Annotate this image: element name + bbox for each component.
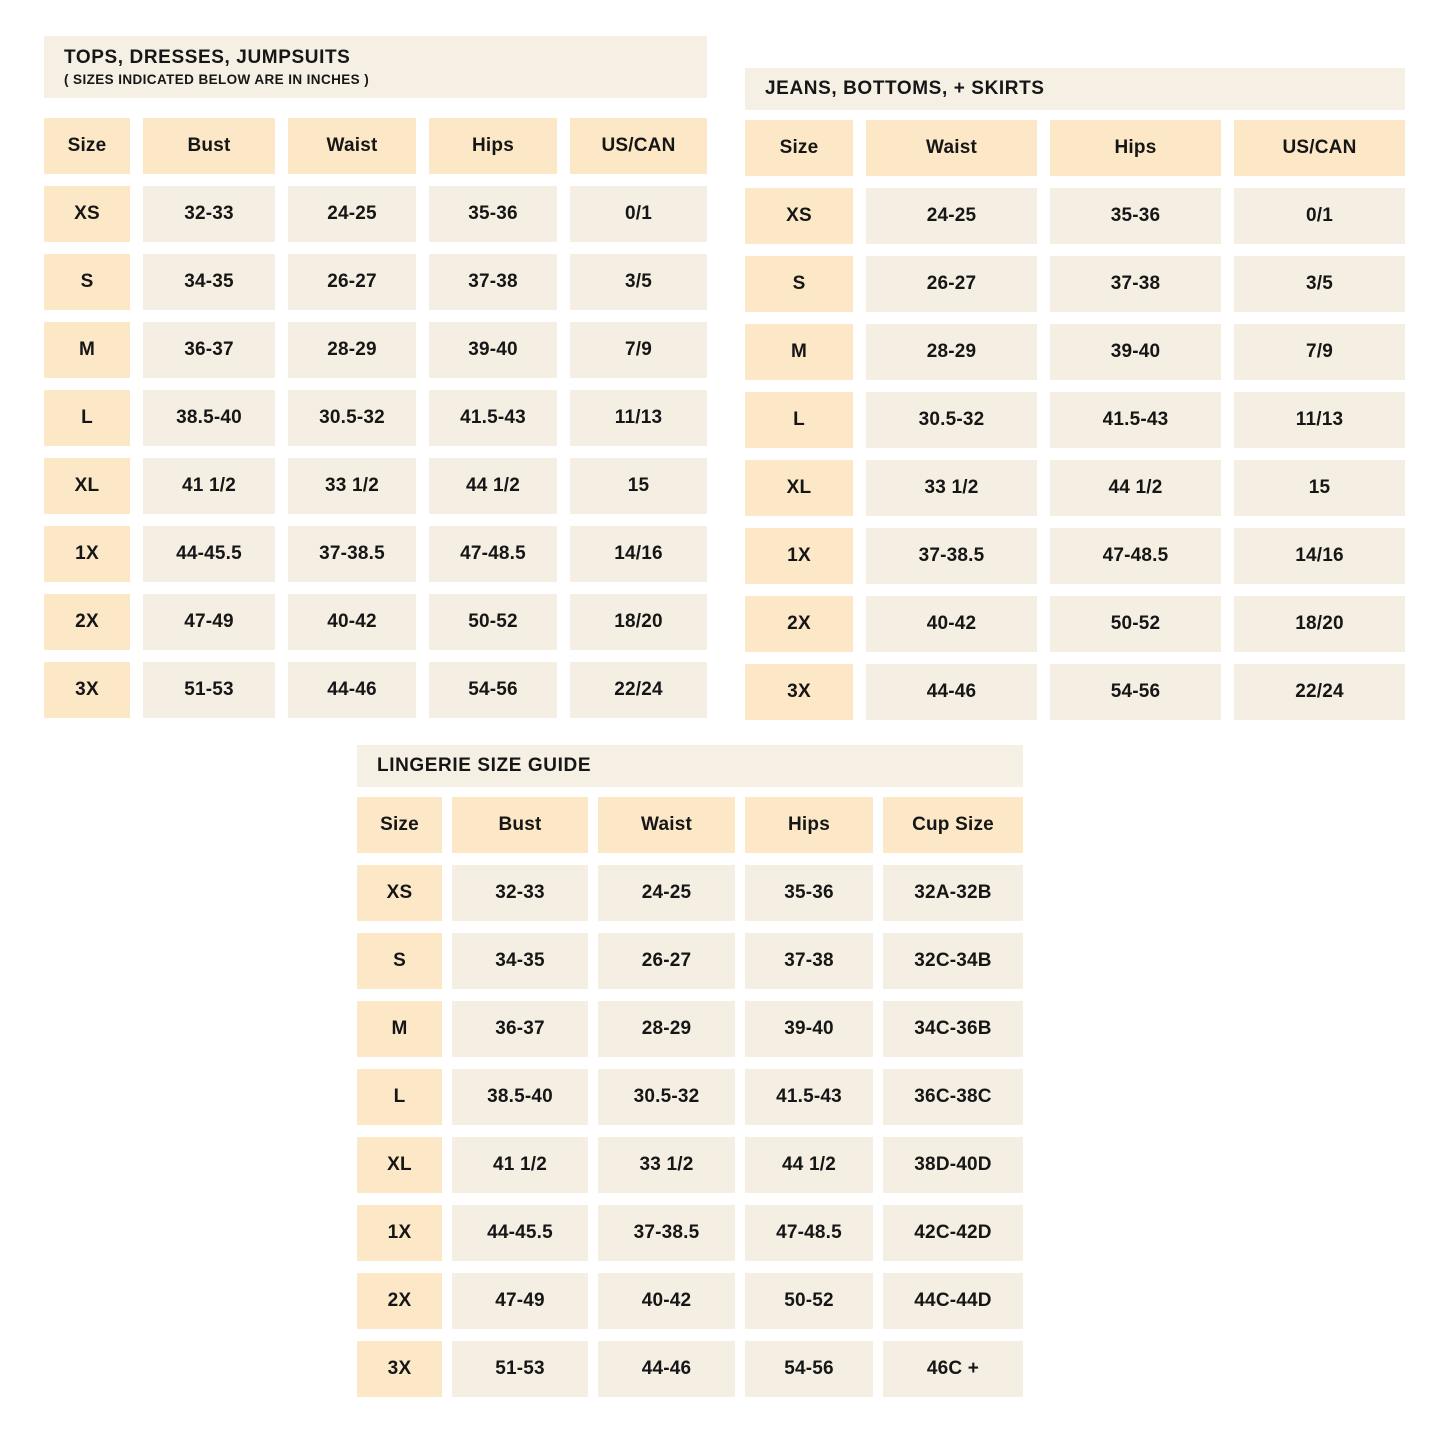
- size-label-cell: 3X: [44, 662, 130, 718]
- size-label-cell: S: [357, 933, 442, 989]
- value-cell: 18/20: [1234, 596, 1405, 652]
- value-cell: 41 1/2: [143, 458, 275, 514]
- value-cell: 44C-44D: [883, 1273, 1023, 1329]
- value-cell: 28-29: [288, 322, 416, 378]
- jeans-table-title-banner: [745, 68, 1405, 110]
- value-cell: 7/9: [1234, 324, 1405, 380]
- value-cell: 40-42: [598, 1273, 735, 1329]
- lingerie-size-guide-section: [357, 745, 1023, 1397]
- value-cell: 44-46: [866, 664, 1037, 720]
- value-cell: 24-25: [598, 865, 735, 921]
- column-header-size: Size: [745, 120, 853, 176]
- value-cell: 54-56: [745, 1341, 873, 1397]
- value-cell: 18/20: [570, 594, 707, 650]
- value-cell: 47-48.5: [1050, 528, 1221, 584]
- value-cell: 32C-34B: [883, 933, 1023, 989]
- value-cell: 44-46: [288, 662, 416, 718]
- value-cell: 7/9: [570, 322, 707, 378]
- column-header-hips: Hips: [745, 797, 873, 853]
- value-cell: 3/5: [1234, 256, 1405, 312]
- value-cell: 37-38.5: [598, 1205, 735, 1261]
- value-cell: 47-48.5: [745, 1205, 873, 1261]
- jeans-size-table: [745, 120, 1405, 720]
- value-cell: 33 1/2: [866, 460, 1037, 516]
- jeans-bottoms-skirts-section: [745, 68, 1405, 720]
- value-cell: 38D-40D: [883, 1137, 1023, 1193]
- value-cell: 37-38.5: [866, 528, 1037, 584]
- tops-table-title: TOPS, DRESSES, JUMPSUITS: [64, 47, 351, 69]
- value-cell: 36C-38C: [883, 1069, 1023, 1125]
- size-label-cell: XL: [745, 460, 853, 516]
- value-cell: 34C-36B: [883, 1001, 1023, 1057]
- size-label-cell: 1X: [357, 1205, 442, 1261]
- value-cell: 35-36: [745, 865, 873, 921]
- value-cell: 47-48.5: [429, 526, 557, 582]
- value-cell: 46C +: [883, 1341, 1023, 1397]
- column-header-size: Size: [357, 797, 442, 853]
- column-header-bust: Bust: [143, 118, 275, 174]
- size-label-cell: XS: [357, 865, 442, 921]
- value-cell: 11/13: [570, 390, 707, 446]
- size-label-cell: XS: [745, 188, 853, 244]
- column-header-bust: Bust: [452, 797, 588, 853]
- value-cell: 14/16: [1234, 528, 1405, 584]
- column-header-hips: Hips: [429, 118, 557, 174]
- value-cell: 26-27: [598, 933, 735, 989]
- size-label-cell: XL: [357, 1137, 442, 1193]
- value-cell: 26-27: [288, 254, 416, 310]
- size-label-cell: M: [745, 324, 853, 380]
- size-label-cell: L: [357, 1069, 442, 1125]
- value-cell: 33 1/2: [288, 458, 416, 514]
- value-cell: 26-27: [866, 256, 1037, 312]
- value-cell: 44-45.5: [143, 526, 275, 582]
- column-header-hips: Hips: [1050, 120, 1221, 176]
- value-cell: 35-36: [429, 186, 557, 242]
- column-header-cup-size: Cup Size: [883, 797, 1023, 853]
- size-label-cell: 1X: [44, 526, 130, 582]
- value-cell: 51-53: [452, 1341, 588, 1397]
- value-cell: 11/13: [1234, 392, 1405, 448]
- value-cell: 50-52: [745, 1273, 873, 1329]
- lingerie-table-title-banner: [357, 745, 1023, 787]
- value-cell: 50-52: [1050, 596, 1221, 652]
- column-header-waist: Waist: [866, 120, 1037, 176]
- value-cell: 47-49: [452, 1273, 588, 1329]
- tops-size-table: [44, 118, 707, 718]
- value-cell: 32A-32B: [883, 865, 1023, 921]
- size-label-cell: M: [357, 1001, 442, 1057]
- value-cell: 36-37: [452, 1001, 588, 1057]
- value-cell: 39-40: [1050, 324, 1221, 380]
- value-cell: 32-33: [143, 186, 275, 242]
- lingerie-size-table: [357, 797, 1023, 1397]
- value-cell: 38.5-40: [143, 390, 275, 446]
- value-cell: 37-38: [745, 933, 873, 989]
- size-label-cell: XL: [44, 458, 130, 514]
- value-cell: 15: [570, 458, 707, 514]
- size-label-cell: 2X: [357, 1273, 442, 1329]
- value-cell: 40-42: [288, 594, 416, 650]
- size-label-cell: L: [745, 392, 853, 448]
- value-cell: 37-38.5: [288, 526, 416, 582]
- size-label-cell: S: [745, 256, 853, 312]
- column-header-size: Size: [44, 118, 130, 174]
- value-cell: 47-49: [143, 594, 275, 650]
- value-cell: 39-40: [429, 322, 557, 378]
- lingerie-table-title: LINGERIE SIZE GUIDE: [377, 755, 592, 777]
- tops-table-title-banner: [44, 36, 707, 98]
- value-cell: 34-35: [143, 254, 275, 310]
- value-cell: 30.5-32: [598, 1069, 735, 1125]
- column-header-us-can: US/CAN: [570, 118, 707, 174]
- value-cell: 54-56: [1050, 664, 1221, 720]
- value-cell: 37-38: [429, 254, 557, 310]
- value-cell: 42C-42D: [883, 1205, 1023, 1261]
- column-header-us-can: US/CAN: [1234, 120, 1405, 176]
- value-cell: 24-25: [288, 186, 416, 242]
- value-cell: 41 1/2: [452, 1137, 588, 1193]
- value-cell: 54-56: [429, 662, 557, 718]
- value-cell: 24-25: [866, 188, 1037, 244]
- size-label-cell: 3X: [745, 664, 853, 720]
- value-cell: 0/1: [570, 186, 707, 242]
- size-label-cell: S: [44, 254, 130, 310]
- value-cell: 32-33: [452, 865, 588, 921]
- size-label-cell: XS: [44, 186, 130, 242]
- value-cell: 44 1/2: [1050, 460, 1221, 516]
- tops-table-subtitle: ( SIZES INDICATED BELOW ARE IN INCHES ): [64, 72, 370, 88]
- value-cell: 33 1/2: [598, 1137, 735, 1193]
- value-cell: 51-53: [143, 662, 275, 718]
- value-cell: 37-38: [1050, 256, 1221, 312]
- value-cell: 22/24: [1234, 664, 1405, 720]
- value-cell: 35-36: [1050, 188, 1221, 244]
- size-label-cell: 2X: [44, 594, 130, 650]
- value-cell: 44 1/2: [745, 1137, 873, 1193]
- value-cell: 15: [1234, 460, 1405, 516]
- jeans-table-title: JEANS, BOTTOMS, + SKIRTS: [765, 78, 1045, 100]
- value-cell: 41.5-43: [429, 390, 557, 446]
- value-cell: 14/16: [570, 526, 707, 582]
- value-cell: 38.5-40: [452, 1069, 588, 1125]
- size-label-cell: 3X: [357, 1341, 442, 1397]
- value-cell: 0/1: [1234, 188, 1405, 244]
- value-cell: 39-40: [745, 1001, 873, 1057]
- value-cell: 36-37: [143, 322, 275, 378]
- size-label-cell: M: [44, 322, 130, 378]
- column-header-waist: Waist: [598, 797, 735, 853]
- value-cell: 30.5-32: [288, 390, 416, 446]
- value-cell: 28-29: [866, 324, 1037, 380]
- size-label-cell: 1X: [745, 528, 853, 584]
- value-cell: 41.5-43: [1050, 392, 1221, 448]
- value-cell: 40-42: [866, 596, 1037, 652]
- value-cell: 44 1/2: [429, 458, 557, 514]
- column-header-waist: Waist: [288, 118, 416, 174]
- size-label-cell: 2X: [745, 596, 853, 652]
- value-cell: 30.5-32: [866, 392, 1037, 448]
- value-cell: 44-46: [598, 1341, 735, 1397]
- tops-dresses-jumpsuits-section: [44, 36, 707, 718]
- value-cell: 44-45.5: [452, 1205, 588, 1261]
- value-cell: 41.5-43: [745, 1069, 873, 1125]
- size-label-cell: L: [44, 390, 130, 446]
- value-cell: 28-29: [598, 1001, 735, 1057]
- value-cell: 34-35: [452, 933, 588, 989]
- value-cell: 22/24: [570, 662, 707, 718]
- value-cell: 3/5: [570, 254, 707, 310]
- value-cell: 50-52: [429, 594, 557, 650]
